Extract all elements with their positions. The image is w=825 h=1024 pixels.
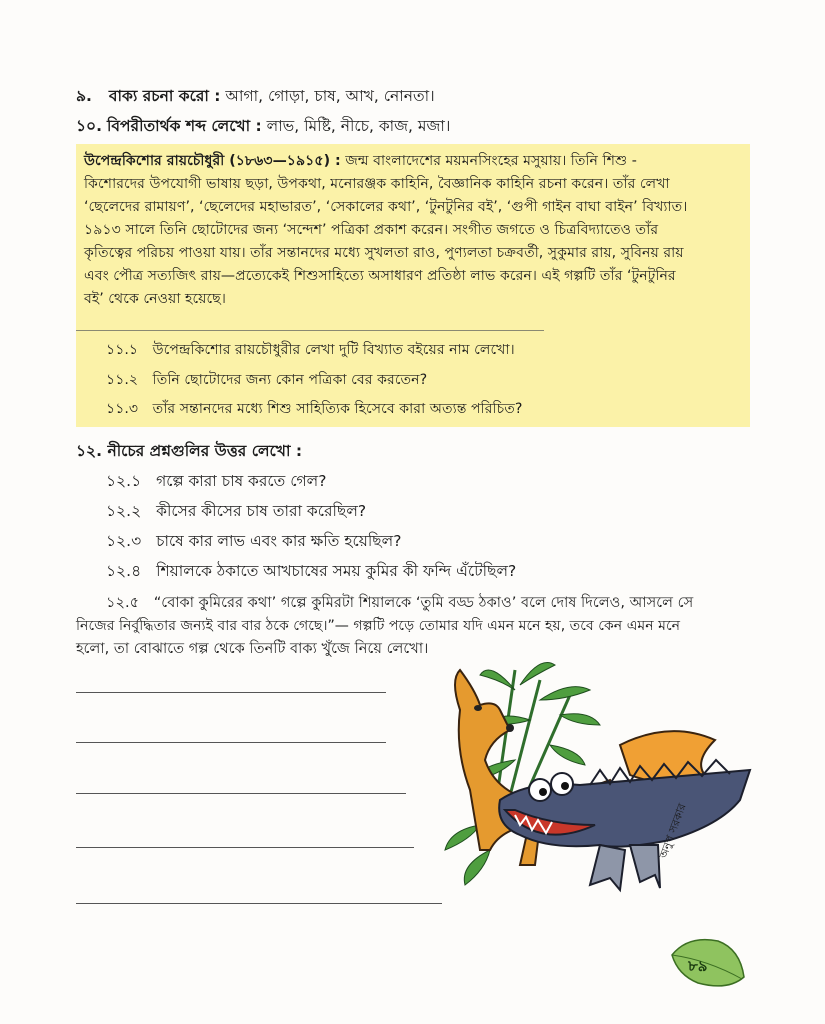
bio-question bbox=[106, 399, 522, 419]
question-prompt: নীচের প্রশ্নগুলির উত্তর লেখো : bbox=[107, 442, 303, 460]
question-number: ৯. bbox=[76, 87, 92, 105]
bio-line: এবং পৌত্র সত্যজিৎ রায়—প্রত্যেকেই শিশুসাহিত্যে অসাধারণ প্রতিষ্ঠা লাভ করেন। এই গল্পটি তাঁর ‘টুনটুনির bbox=[84, 268, 676, 284]
question-number: ১২.৫ bbox=[106, 594, 140, 611]
sub-question-5 bbox=[106, 592, 693, 614]
sub-question bbox=[106, 500, 366, 522]
question-number: ১২.১ bbox=[106, 472, 142, 490]
question-text: তিনি ছোটোদের জন্য কোন পত্রিকা বের করতেন? bbox=[152, 372, 428, 388]
question-text: কীসের কীসের চাষ তারা করেছিল? bbox=[156, 502, 367, 520]
answer-line[interactable] bbox=[76, 692, 386, 693]
paragraph-line: হলো, তা বোঝাতে গল্প থেকে তিনটি বাক্য খুঁজে নিয়ে লেখো। bbox=[76, 640, 429, 657]
sub-question bbox=[106, 470, 326, 492]
answer-line[interactable] bbox=[76, 742, 386, 743]
bio-text: জন্ম বাংলাদেশের ময়মনসিংহের মসুয়ায়। তিনি শিশু - bbox=[345, 153, 637, 169]
answer-line[interactable] bbox=[76, 903, 442, 904]
question-number: ১২.২ bbox=[106, 502, 142, 520]
sub-question bbox=[106, 560, 516, 582]
bio-line: ১৯১৩ সালে তিনি ছোটোদের জন্য ‘সন্দেশ’ পত্রিকা প্রকাশ করেন। সংগীত জগতে ও চিত্রবিদ্যাতেও তাঁর bbox=[84, 222, 659, 238]
bio-line: বই’ থেকে নেওয়া হয়েছে। bbox=[84, 291, 226, 307]
bio-line: ‘ছেলেদের রামায়ণ’, ‘ছেলেদের মহাভারত’, ‘সেকালের কথা’, ‘টুনটুনির বই’, ‘গুপী গাইন বাঘা বাইন’ বিখ্যাত। bbox=[84, 199, 688, 215]
question-words: লাভ, মিষ্টি, নীচে, কাজ, মজা। bbox=[266, 117, 451, 135]
bio-line bbox=[84, 151, 637, 171]
question-number: ১১.২ bbox=[106, 372, 139, 388]
question-number: ১১.৩ bbox=[106, 401, 139, 417]
author-bio-box bbox=[76, 144, 750, 427]
bio-line: কৃতিত্বের পরিচয় পাওয়া যায়। তাঁর সন্তানদের মধ্যে সুখলতা রাও, পুণ্যলতা চক্রবর্তী, সুকুমার রায়, সুবিনয় রায় bbox=[84, 245, 684, 261]
question-text: তাঁর সন্তানদের মধ্যে শিশু সাহিত্যিক হিসেবে কারা অত্যন্ত পরিচিত? bbox=[152, 401, 523, 417]
question-number: ১২.৩ bbox=[106, 532, 142, 550]
illustrator-signature: অনুপ সরকার bbox=[656, 801, 689, 861]
answer-line[interactable] bbox=[76, 793, 406, 794]
question-text: “বোকা কুমিরের কথা’ গল্পে কুমিরটা শিয়ালকে ‘তুমি বড্ড ঠকাও’ বলে দোষ দিলেও, আসলে সে bbox=[153, 594, 694, 611]
sub-question bbox=[106, 530, 401, 552]
question-number: ১২. bbox=[76, 442, 103, 460]
bio-line: কিশোরদের উপযোগী ভাষায় ছড়া, উপকথা, মনোরঞ্জক কাহিনি, বৈজ্ঞানিক কাহিনি রচনা করেন। তাঁর লেখা bbox=[84, 176, 670, 192]
question-text: গল্পে কারা চাষ করতে গেল? bbox=[156, 472, 327, 490]
question-12 bbox=[76, 440, 302, 462]
bio-heading: উপেন্দ্রকিশোর রায়চৌধুরী (১৮৬৩—১৯১৫) : bbox=[84, 153, 341, 169]
question-number: ১০. bbox=[76, 117, 103, 135]
bio-question bbox=[106, 370, 427, 390]
question-10 bbox=[76, 115, 450, 137]
answer-line[interactable] bbox=[76, 847, 414, 848]
page-number: ৮৯ bbox=[688, 957, 708, 975]
question-text: শিয়ালকে ঠকাতে আখচাষের সময় কুমির কী ফন্দি এঁটেছিল? bbox=[156, 562, 517, 580]
question-number: ১২.৪ bbox=[106, 562, 142, 580]
question-number: ১১.১ bbox=[106, 342, 139, 358]
question-prompt: বিপরীতার্থক শব্দ লেখো : bbox=[106, 117, 262, 135]
question-text: উপেন্দ্রকিশোর রায়চৌধুরীর লেখা দুটি বিখ্যাত বইয়ের নাম লেখো। bbox=[152, 342, 515, 358]
bio-divider bbox=[76, 330, 544, 331]
question-prompt: বাক্য রচনা করো : bbox=[108, 87, 221, 105]
question-text: চাষে কার লাভ এবং কার ক্ষতি হয়েছিল? bbox=[156, 532, 402, 550]
fox-and-crocodile-illustration bbox=[420, 650, 760, 900]
question-9 bbox=[76, 85, 435, 107]
bio-question bbox=[106, 340, 515, 360]
paragraph-line: নিজের নির্বুদ্ধিতার জন্যই বার বার ঠকে গেছে।”— গল্পটি পড়ে তোমার যদি এমন মনে হয়, তবে কেন এমন মনে bbox=[76, 618, 681, 634]
question-words: আগা, গোড়া, চাষ, আখ, নোনতা। bbox=[225, 87, 435, 105]
